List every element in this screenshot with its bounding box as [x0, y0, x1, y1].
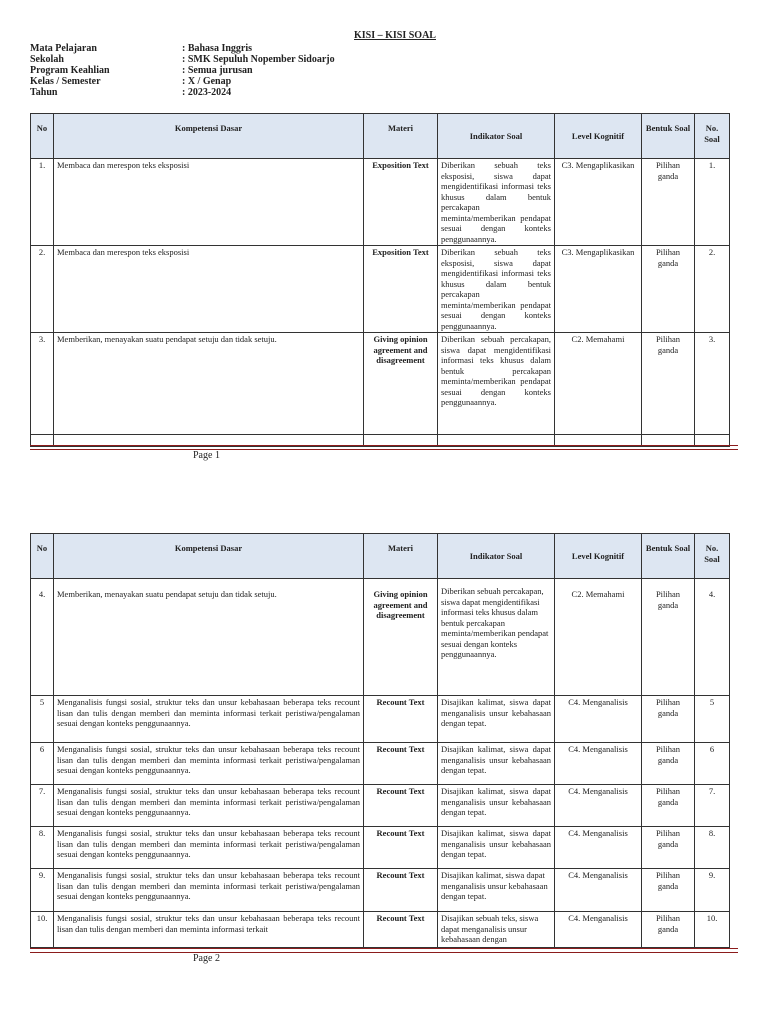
cell-level: C3. Mengaplikasikan — [555, 159, 642, 246]
cell-bentuk: Pilihan ganda — [642, 159, 695, 246]
cell-no: 10. — [31, 912, 54, 948]
meta-value: : X / Genap — [182, 76, 232, 87]
table-row — [31, 869, 730, 912]
meta-row — [30, 76, 335, 87]
meta-label: Mata Pelajaran — [30, 43, 97, 54]
kisi-table-page-2 — [30, 533, 730, 948]
cell-no: 6 — [31, 743, 54, 785]
kisi-table-page-1 — [30, 113, 730, 447]
cell-no: 2. — [31, 246, 54, 333]
cell-bentuk: Pilihan ganda — [642, 696, 695, 743]
cell-nosoal: 4. — [695, 579, 730, 696]
cell-indikator: Diberikan sebuah percakapan, siswa dapat mengidentifikasi informasi teks khusus dalam bentuk percakapan meminta/memberikan pendapat sesuai dengan konteks penggunaannya. — [438, 579, 555, 696]
cell-level: C4. Menganalisis — [555, 696, 642, 743]
cell-materi: Recount Text — [364, 696, 438, 743]
cell-nosoal: 7. — [695, 785, 730, 827]
header-no: No — [31, 114, 54, 159]
table-row — [31, 579, 730, 696]
cell-kompetensi: Membaca dan merespon teks eksposisi — [54, 246, 364, 333]
cell-indikator: Disajikan kalimat, siswa dapat menganalisis unsur kebahasaan dengan tepat. — [438, 696, 555, 743]
cell-level: C2. Memahami — [555, 579, 642, 696]
cell-materi: Exposition Text — [364, 159, 438, 246]
cell-bentuk: Pilihan ganda — [642, 246, 695, 333]
table-row — [31, 696, 730, 743]
cell-bentuk: Pilihan ganda — [642, 333, 695, 435]
cell-nosoal: 1. — [695, 159, 730, 246]
cell-materi: Giving opinion agreement and disagreement — [364, 579, 438, 696]
cell-materi: Recount Text — [364, 827, 438, 869]
header-level: Level Kognitif — [555, 114, 642, 159]
meta-value: : Semua jurusan — [182, 65, 253, 76]
table-row — [31, 912, 730, 948]
cell-level: C2. Memahami — [555, 333, 642, 435]
document-meta — [30, 43, 335, 98]
cell-bentuk: Pilihan ganda — [642, 869, 695, 912]
cell-kompetensi: Menganalisis fungsi sosial, struktur teks dan unsur kebahasaan beberapa teks recount lisan dan tulis dengan memberi dan meminta informasi terkait peristiwa/pengalaman sesuai dengan konteks penggunaannya. — [54, 743, 364, 785]
cell-indikator: Disajikan kalimat, siswa dapat menganalisis unsur kebahasaan dengan tepat. — [438, 743, 555, 785]
table-header-row — [31, 534, 730, 579]
cell-no: 1. — [31, 159, 54, 246]
document-title: KISI – KISI SOAL — [354, 30, 436, 41]
meta-label: Program Keahlian — [30, 65, 110, 76]
header-bentuk: Bentuk Soal — [642, 114, 695, 159]
cell-nosoal: 10. — [695, 912, 730, 948]
cell-nosoal: 8. — [695, 827, 730, 869]
cell-kompetensi: Menganalisis fungsi sosial, struktur teks dan unsur kebahasaan beberapa teks recount lisan dan tulis dengan memberi dan meminta informasi terkait — [54, 912, 364, 948]
cell-kompetensi: Menganalisis fungsi sosial, struktur teks dan unsur kebahasaan beberapa teks recount lisan dan tulis dengan memberi dan meminta informasi terkait peristiwa/pengalaman sesuai dengan konteks penggunaannya. — [54, 827, 364, 869]
header-nosoal: No. Soal — [695, 534, 730, 579]
meta-value: : 2023-2024 — [182, 87, 232, 98]
header-bentuk: Bentuk Soal — [642, 534, 695, 579]
meta-row — [30, 65, 335, 76]
cell-materi: Recount Text — [364, 785, 438, 827]
meta-row — [30, 54, 335, 65]
meta-value: : Bahasa Inggris — [182, 43, 253, 54]
cell-no: 5 — [31, 696, 54, 743]
cell-level: C4. Menganalisis — [555, 912, 642, 948]
cell-materi: Giving opinion agreement and disagreement — [364, 333, 438, 435]
table-row — [31, 827, 730, 869]
cell-materi: Recount Text — [364, 912, 438, 948]
page-number: Page 2 — [193, 953, 220, 964]
header-indikator: Indikator Soal — [438, 114, 555, 159]
cell-indikator: Diberikan sebuah percakapan, siswa dapat mengidentifikasi informasi teks khusus dalam bentuk percakapan meminta/memberikan pendapat sesuai dengan konteks penggunaannya. — [438, 333, 555, 435]
cell-indikator: Disajikan kalimat, siswa dapat menganalisis unsur kebahasaan dengan tepat. — [438, 869, 555, 912]
table-row — [31, 785, 730, 827]
header-indikator: Indikator Soal — [438, 534, 555, 579]
cell-nosoal: 6 — [695, 743, 730, 785]
cell-bentuk: Pilihan ganda — [642, 827, 695, 869]
cell-indikator: Disajikan sebuah teks, siswa dapat menganalisis unsur kebahasaan dengan — [438, 912, 555, 948]
cell-indikator: Disajikan kalimat, siswa dapat menganalisis unsur kebahasaan dengan tepat. — [438, 827, 555, 869]
cell-bentuk: Pilihan ganda — [642, 579, 695, 696]
header-no: No — [31, 534, 54, 579]
cell-no: 9. — [31, 869, 54, 912]
header-kompetensi: Kompetensi Dasar — [54, 114, 364, 159]
header-materi: Materi — [364, 534, 438, 579]
cell-no: 3. — [31, 333, 54, 435]
cell-nosoal: 9. — [695, 869, 730, 912]
cell-kompetensi: Menganalisis fungsi sosial, struktur teks dan unsur kebahasaan beberapa teks recount lisan dan tulis dengan memberi dan meminta informasi terkait peristiwa/pengalaman sesuai dengan konteks penggunaannya. — [54, 696, 364, 743]
cell-bentuk: Pilihan ganda — [642, 743, 695, 785]
meta-label: Sekolah — [30, 54, 64, 65]
cell-no: 4. — [31, 579, 54, 696]
table-row — [31, 333, 730, 435]
cell-indikator: Diberikan sebuah teks eksposisi, siswa dapat mengidentifikasi informasi teks khusus dalam bentuk percakapan meminta/memberikan pendapat sesuai dengan konteks penggunaannya. — [438, 246, 555, 333]
page-number: Page 1 — [193, 450, 220, 461]
meta-row — [30, 43, 335, 54]
header-level: Level Kognitif — [555, 534, 642, 579]
cell-nosoal: 3. — [695, 333, 730, 435]
meta-value: : SMK Sepuluh Nopember Sidoarjo — [182, 54, 335, 65]
cell-level: C4. Menganalisis — [555, 869, 642, 912]
meta-label: Kelas / Semester — [30, 76, 101, 87]
cell-level: C4. Menganalisis — [555, 827, 642, 869]
header-materi: Materi — [364, 114, 438, 159]
cell-level: C3. Mengaplikasikan — [555, 246, 642, 333]
page-footer-rule — [30, 445, 738, 450]
cell-nosoal: 2. — [695, 246, 730, 333]
page-footer-rule — [30, 948, 738, 953]
cell-level: C4. Menganalisis — [555, 743, 642, 785]
meta-row — [30, 87, 335, 98]
cell-no: 8. — [31, 827, 54, 869]
cell-kompetensi: Membaca dan merespon teks eksposisi — [54, 159, 364, 246]
cell-bentuk: Pilihan ganda — [642, 785, 695, 827]
cell-indikator: Diberikan sebuah teks eksposisi, siswa dapat mengidentifikasi informasi teks khusus dalam bentuk percakapan meminta/memberikan pendapat sesuai dengan konteks penggunaannya. — [438, 159, 555, 246]
cell-indikator: Disajikan kalimat, siswa dapat menganalisis unsur kebahasaan dengan tepat. — [438, 785, 555, 827]
table-row — [31, 159, 730, 246]
table-header-row — [31, 114, 730, 159]
meta-label: Tahun — [30, 87, 58, 98]
cell-kompetensi: Memberikan, menayakan suatu pendapat setuju dan tidak setuju. — [54, 333, 364, 435]
table-row — [31, 743, 730, 785]
cell-no: 7. — [31, 785, 54, 827]
cell-kompetensi: Menganalisis fungsi sosial, struktur teks dan unsur kebahasaan beberapa teks recount lisan dan tulis dengan memberi dan meminta informasi terkait peristiwa/pengalaman sesuai dengan konteks penggunaannya. — [54, 785, 364, 827]
cell-kompetensi: Menganalisis fungsi sosial, struktur teks dan unsur kebahasaan beberapa teks recount lisan dan tulis dengan memberi dan meminta informasi terkait peristiwa/pengalaman sesuai dengan konteks penggunaannya. — [54, 869, 364, 912]
cell-materi: Recount Text — [364, 743, 438, 785]
cell-bentuk: Pilihan ganda — [642, 912, 695, 948]
header-kompetensi: Kompetensi Dasar — [54, 534, 364, 579]
cell-level: C4. Menganalisis — [555, 785, 642, 827]
table-row — [31, 246, 730, 333]
cell-nosoal: 5 — [695, 696, 730, 743]
header-nosoal: No. Soal — [695, 114, 730, 159]
cell-materi: Recount Text — [364, 869, 438, 912]
cell-materi: Exposition Text — [364, 246, 438, 333]
cell-kompetensi: Memberikan, menayakan suatu pendapat setuju dan tidak setuju. — [54, 579, 364, 696]
